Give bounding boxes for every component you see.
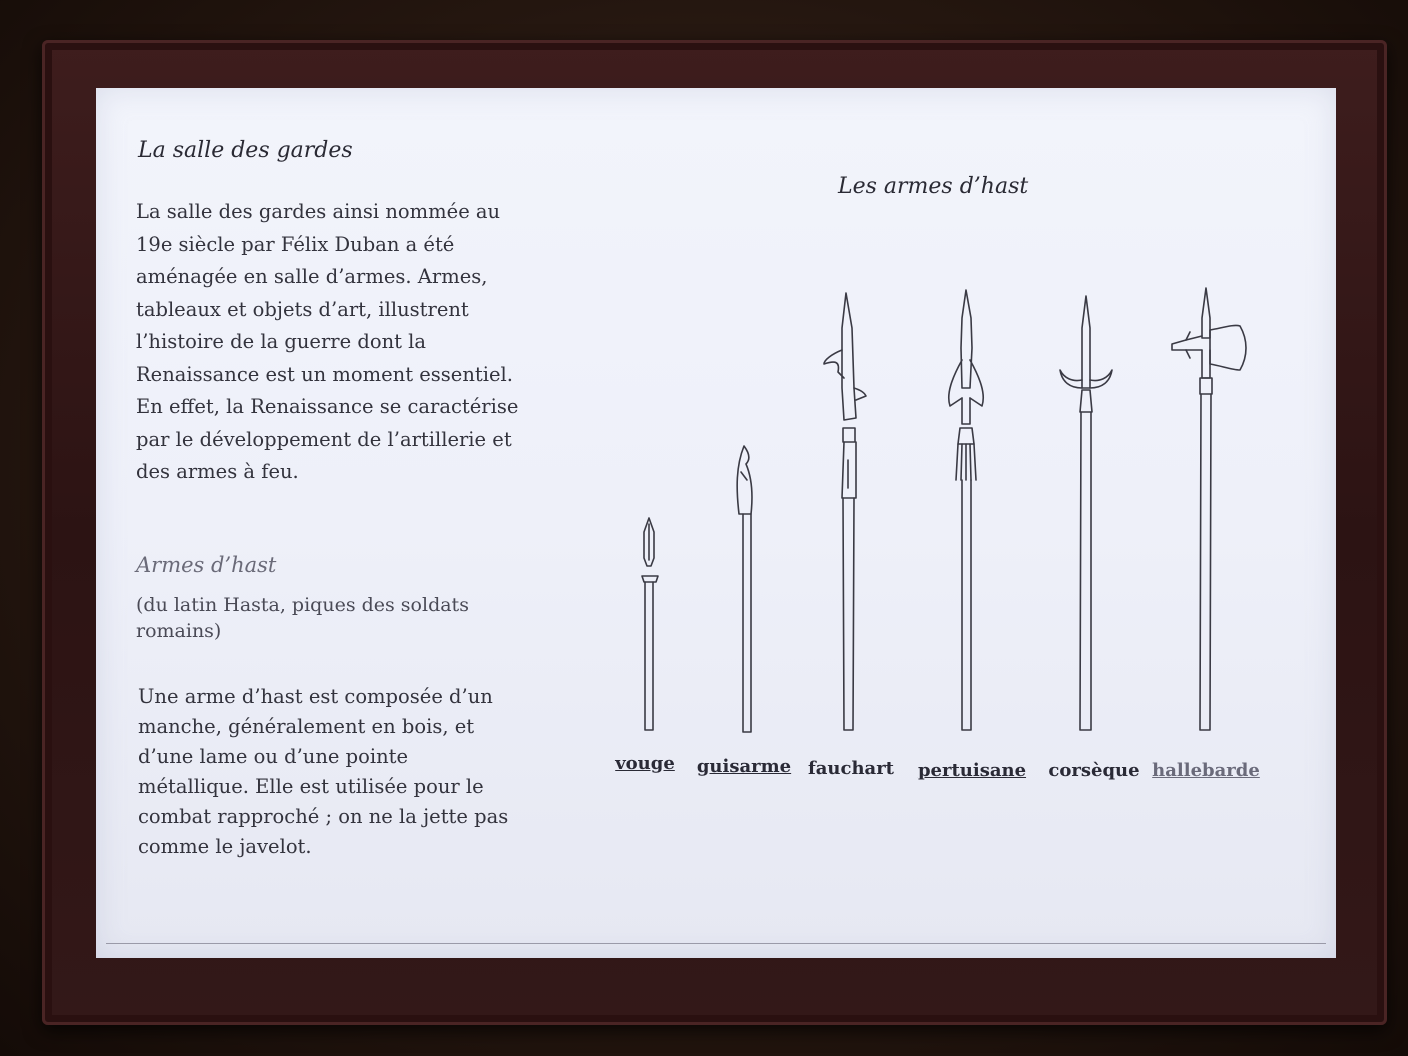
definition-line: d’une lame ou d’une pointe	[138, 745, 409, 768]
guisarme-illustration	[737, 446, 752, 732]
diagram-title: Les armes d’hast	[838, 174, 1029, 199]
weapon-label-pertuisane: pertuisane	[917, 760, 1027, 781]
intro-line: tableaux et objets d’art, illustrent	[136, 297, 469, 321]
vouge-illustration	[642, 518, 658, 730]
note-line: (du latin Hasta, piques des soldats	[136, 594, 469, 616]
intro-line: aménagée en salle d’armes. Armes,	[136, 265, 488, 288]
subtitle: Armes d’hast	[136, 553, 277, 577]
section-title: La salle des gardes	[138, 138, 353, 163]
bottom-rule	[106, 943, 1326, 944]
definition-line: Une arme d’hast est composée d’un	[138, 685, 493, 708]
weapon-label-fauchart: fauchart	[807, 758, 894, 779]
definition-line: comme le javelot.	[138, 835, 312, 858]
weapon-label-guisarme: guisarme	[696, 756, 792, 777]
pertuisane-illustration	[949, 290, 984, 730]
definition-line: métallique. Elle est utilisée pour le	[138, 775, 484, 798]
weapon-label-corseque: corsèque	[1048, 760, 1140, 781]
hallebarde-illustration	[1172, 288, 1246, 730]
corseque-illustration	[1060, 296, 1112, 730]
intro-line: Renaissance est un moment essentiel.	[136, 362, 513, 386]
intro-line: des armes à feu.	[136, 460, 299, 483]
weapon-label-hallebarde: hallebarde	[1152, 760, 1260, 781]
fauchart-illustration	[824, 293, 866, 730]
intro-line: par le développement de l’artillerie et	[136, 427, 512, 451]
intro-line: 19e siècle par Félix Duban a été	[136, 232, 455, 256]
intro-line: En effet, la Renaissance se caractérise	[136, 395, 519, 418]
weapon-label-vouge: vouge	[615, 753, 675, 774]
info-plaque	[96, 88, 1336, 958]
weapons-diagram	[96, 88, 1336, 958]
note-line: romains)	[136, 620, 222, 642]
definition-line: combat rapproché ; on ne la jette pas	[138, 805, 509, 828]
intro-line: l’histoire de la guerre dont la	[136, 330, 427, 353]
definition-line: manche, généralement en bois, et	[138, 715, 475, 738]
intro-line: La salle des gardes ainsi nommée au	[136, 200, 501, 223]
